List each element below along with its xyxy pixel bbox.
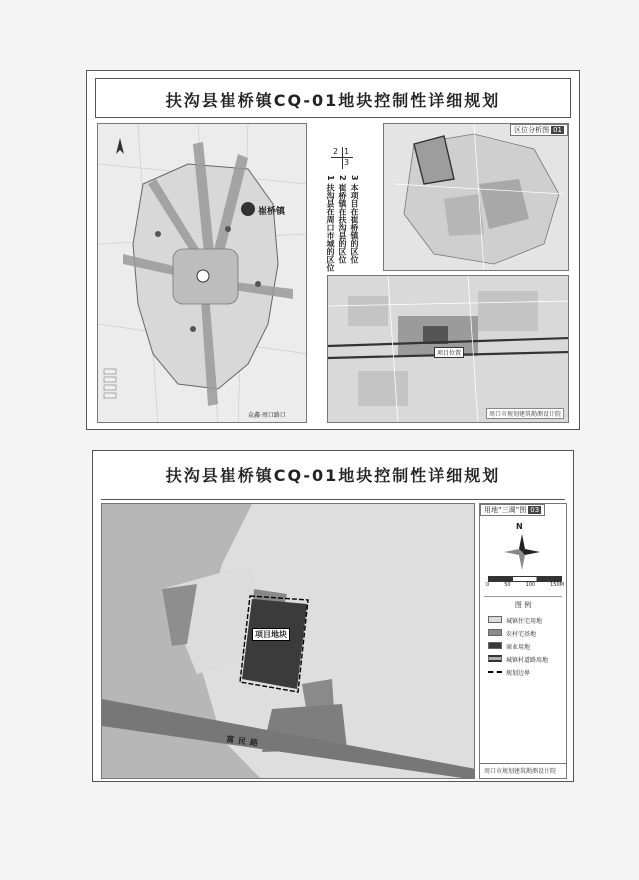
legend-swatch-rural-homestead	[488, 629, 502, 636]
north-label: N	[516, 522, 523, 531]
legend-swatch-urban-residential	[488, 616, 502, 623]
legend-label-rural-homestead: 农村宅基地	[506, 631, 537, 638]
footer-divider	[480, 763, 566, 764]
panel-title-tag-01: 区位分析图 01	[510, 124, 568, 136]
project-location-label: 项目位置	[434, 347, 464, 358]
legend-swatch-commercial	[488, 642, 502, 649]
sheet2-designer: 周口市规划建筑勘测设计院	[484, 768, 557, 775]
legend-label-urban-residential: 城镇住宅用地	[506, 618, 543, 625]
description-3: 3 本项目在崔桥镇的区位	[350, 175, 359, 264]
sheet1-designer: 周口市规划建筑勘测设计院	[486, 408, 564, 419]
county-map	[97, 123, 307, 423]
legend-swatch-boundary	[488, 671, 502, 673]
region-map-graphic	[384, 124, 569, 271]
sheet-land-survey	[92, 450, 574, 782]
region-map	[383, 123, 569, 271]
compass-icon	[502, 532, 542, 572]
town-label: 崔桥镇	[258, 207, 286, 217]
legend-divider	[484, 596, 562, 597]
scale-ticks: 0 50 100 150M	[486, 582, 564, 588]
county-map-graphic	[98, 124, 307, 423]
description-1: 1 扶沟县在周口市域的区位	[326, 175, 335, 272]
land-use-map	[101, 503, 475, 779]
description-index: 2 1 3	[331, 147, 353, 169]
legend-swatch-road	[488, 655, 502, 662]
corner-label: 众鑫·周口路口	[248, 412, 286, 419]
road-label: 富民路	[225, 734, 263, 749]
panel-title-tag-03: 用地“三调”图 03	[480, 504, 545, 516]
site-label: 项目地块	[252, 628, 290, 641]
sheet2-title: 扶沟县崔桥镇CQ-01地块控制性详细规划	[165, 466, 501, 485]
title-divider	[101, 499, 565, 500]
legend-label-commercial: 商业用地	[506, 644, 531, 651]
legend-label-boundary: 规划边界	[506, 670, 531, 677]
description-2: 2 崔桥镇在扶沟县的区位	[338, 175, 347, 264]
sheet1-title: 扶沟县崔桥镇CQ-01地块控制性详细规划	[165, 91, 501, 110]
side-panel	[479, 503, 567, 779]
legend-title: 图 例	[514, 601, 532, 609]
sheet1-title-box	[95, 78, 571, 118]
legend-label-road: 城镇村道路用地	[506, 657, 549, 664]
land-use-map-graphic	[102, 504, 475, 779]
sheet-location-analysis	[86, 70, 580, 430]
town-map	[327, 275, 569, 423]
